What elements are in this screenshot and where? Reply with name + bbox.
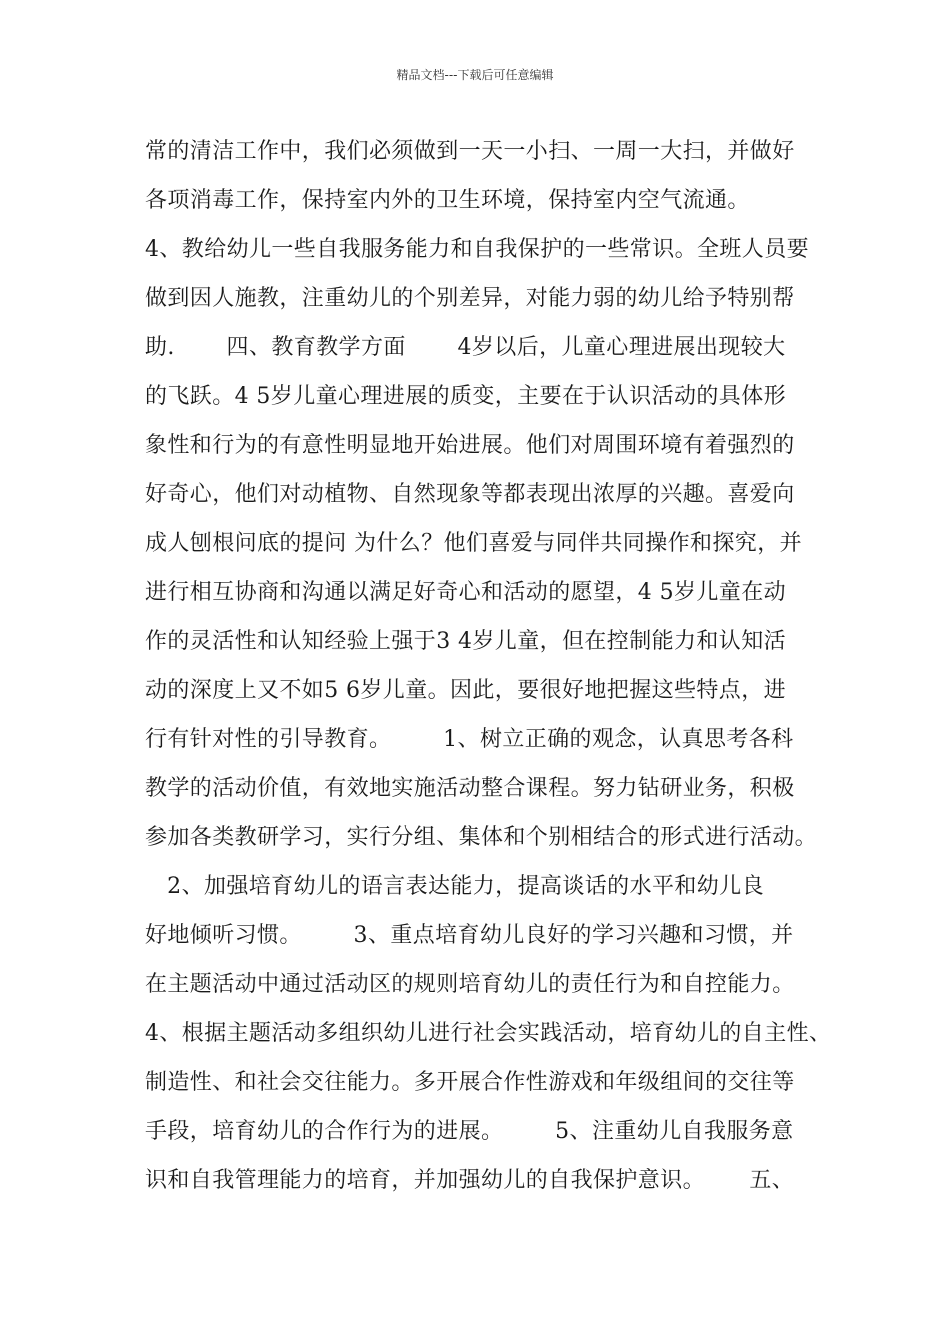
text-line: 做到因人施教，注重幼儿的个别差异，对能力弱的幼儿给予特别帮 xyxy=(145,286,795,311)
text-line: 行有针对性的引导教育。 1、树立正确的观念，认真思考各科 xyxy=(145,727,794,752)
text-line: 动的深度上又不如5 6岁儿童。因此，要很好地把握这些特点，进 xyxy=(145,678,786,703)
text-line: 4、教给幼儿一些自我服务能力和自我保护的一些常识。全班人员要 xyxy=(145,237,809,262)
text-line: 4、根据主题活动多组织幼儿进行社会实践活动，培育幼儿的自主性、 xyxy=(145,1021,832,1046)
text-line: 在主题活动中通过活动区的规则培育幼儿的责任行为和自控能力。 xyxy=(145,972,795,997)
page-header: 精品文档---下载后可任意编辑 xyxy=(396,68,554,82)
text-line: 成人刨根问底的提问 为什么？他们喜爱与同伴共同操作和探究，并 xyxy=(145,531,802,556)
text-line: 常的清洁工作中，我们必须做到一天一小扫、一周一大扫，并做好 xyxy=(145,139,795,164)
text-line: 各项消毒工作，保持室内外的卫生环境，保持室内空气流通。 xyxy=(145,188,750,213)
text-line: 作的灵活性和认知经验上强于3 4岁儿童，但在控制能力和认知活 xyxy=(145,629,786,654)
text-line: 象性和行为的有意性明显地开始进展。他们对周围环境有着强烈的 xyxy=(145,433,795,458)
text-line: 好地倾听习惯。 3、重点培育幼儿良好的学习兴趣和习惯，并 xyxy=(145,923,794,948)
document-body xyxy=(145,132,845,1210)
text-line: 2、加强培育幼儿的语言表达能力，提高谈话的水平和幼儿良 xyxy=(145,874,764,899)
text-line: 参加各类教研学习，实行分组、集体和个别相结合的形式进行活动。 xyxy=(145,825,818,850)
text-line: 进行相互协商和沟通以满足好奇心和活动的愿望，4 5岁儿童在动 xyxy=(145,580,786,605)
text-line: 的飞跃。4 5岁儿童心理进展的质变，主要在于认识活动的具体形 xyxy=(145,384,786,409)
text-line: 好奇心，他们对动植物、自然现象等都表现出浓厚的兴趣。喜爱向 xyxy=(145,482,795,507)
text-line: 识和自我管理能力的培育，并加强幼儿的自我保护意识。 五、 xyxy=(145,1168,795,1193)
text-line: 制造性、和社会交往能力。多开展合作性游戏和年级组间的交往等 xyxy=(145,1070,795,1095)
text-line: 手段，培育幼儿的合作行为的进展。 5、注重幼儿自我服务意 xyxy=(145,1119,794,1144)
text-line: 教学的活动价值，有效地实施活动整合课程。努力钻研业务，积极 xyxy=(145,776,795,801)
text-line: 助. 四、教育教学方面 4岁以后，儿童心理进展出现较大 xyxy=(145,335,786,360)
